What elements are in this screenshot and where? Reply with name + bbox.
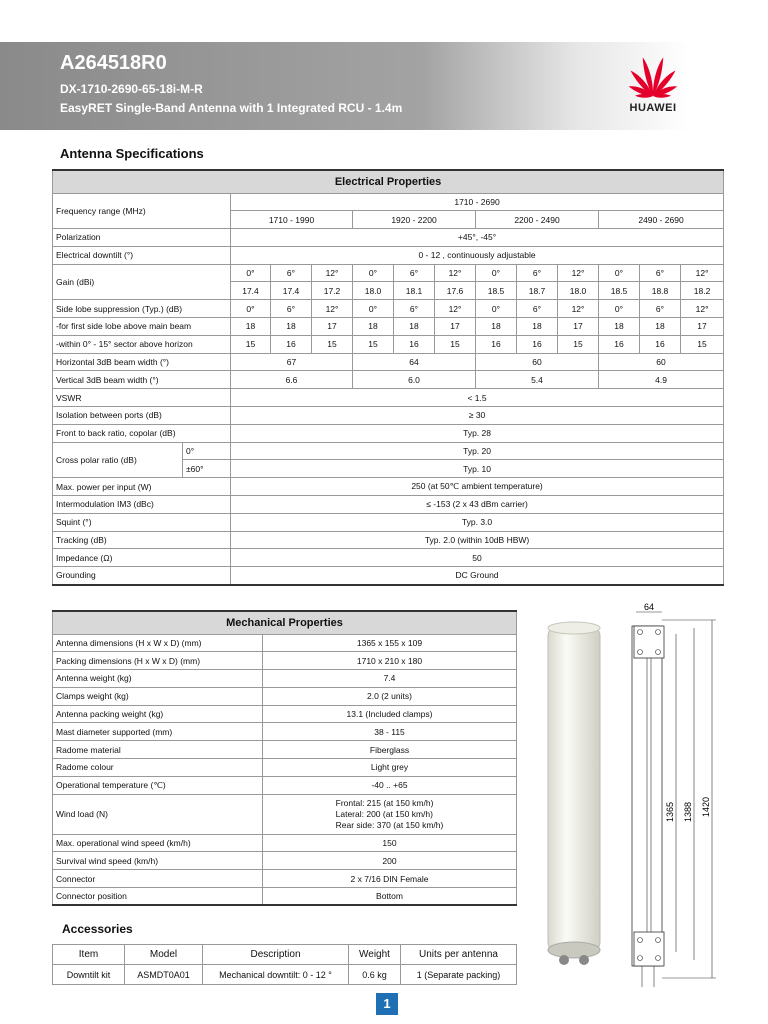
xpol-label: Cross polar ratio (dB) [53, 442, 183, 478]
wind-value [263, 794, 517, 834]
acc-header: Model [125, 945, 203, 965]
hbw-cell: 60 [599, 353, 724, 371]
mech-label: Connector position [53, 888, 263, 906]
hbw-cell: 60 [476, 353, 599, 371]
tilt-cell: 6° [394, 300, 435, 318]
sls-cell: 15 [435, 335, 476, 353]
tilt-cell: 12° [558, 264, 599, 282]
gain-cell: 17.4 [271, 282, 312, 300]
sls-cell: 15 [558, 335, 599, 353]
acc-header: Item [53, 945, 125, 965]
sls-cell: 15 [353, 335, 394, 353]
tilt-cell: 6° [271, 300, 312, 318]
tracking-value: Typ. 2.0 (within 10dB HBW) [231, 531, 724, 549]
accessories-title: Accessories [62, 922, 133, 936]
tilt-cell: 12° [435, 300, 476, 318]
sls-cell: 15 [231, 335, 271, 353]
vswr-label: VSWR [53, 389, 231, 407]
vswr-value: < 1.5 [231, 389, 724, 407]
gain-cell: 18.0 [353, 282, 394, 300]
tilt-cell: 12° [312, 264, 353, 282]
product-description: EasyRET Single-Band Antenna with 1 Integrated RCU - 1.4m [60, 101, 403, 115]
acc-cell: ASMDT0A01 [125, 965, 203, 985]
mech-value: -40 .. +65 [263, 776, 517, 794]
width-dim-label: 64 [643, 602, 655, 612]
mech-label: Clamps weight (kg) [53, 687, 263, 705]
band-3: 2200 - 2490 [476, 211, 599, 229]
tilt-cell: 0° [353, 264, 394, 282]
hbw-cell: 67 [231, 353, 353, 371]
ftb-value: Typ. 28 [231, 424, 724, 442]
mechanical-title: Mechanical Properties [53, 611, 517, 634]
dim-label-1420: 1420 [701, 796, 711, 818]
acc-header: Units per antenna [401, 945, 517, 965]
tilt-cell: 0° [476, 300, 517, 318]
sls-cell: 15 [681, 335, 724, 353]
gain-cell: 18.2 [681, 282, 724, 300]
sls-cell: 18 [353, 318, 394, 336]
dim-label-1388: 1388 [683, 801, 693, 823]
header-banner [0, 42, 768, 130]
gain-cell: 18.0 [558, 282, 599, 300]
tilt-cell: 6° [271, 264, 312, 282]
accessories-table [52, 944, 517, 985]
downtilt-label: Electrical downtilt (°) [53, 246, 231, 264]
sls-cell: 18 [271, 318, 312, 336]
mech-label: Mast diameter supported (mm) [53, 723, 263, 741]
mech-value: Fiberglass [263, 741, 517, 759]
huawei-logo [616, 50, 690, 120]
tilt-cell: 12° [558, 300, 599, 318]
sls-label: Side lobe suppression (Typ.) (dB) [53, 300, 231, 318]
product-model: A264518R0 [60, 52, 167, 74]
power-label: Max. power per input (W) [53, 478, 231, 496]
wind-values [336, 798, 444, 831]
sls-cell: 16 [476, 335, 517, 353]
dim-label-1365: 1365 [665, 801, 675, 823]
tilt-cell: 0° [599, 264, 640, 282]
gain-cell: 18.1 [394, 282, 435, 300]
mech-value: Bottom [263, 888, 517, 906]
gain-cell: 18.7 [517, 282, 558, 300]
hbw-label: Horizontal 3dB beam width (°) [53, 353, 231, 371]
mech-value: 2.0 (2 units) [263, 687, 517, 705]
sls-cell: 18 [640, 318, 681, 336]
mech-label: Radome colour [53, 759, 263, 777]
sls-cell: 17 [681, 318, 724, 336]
acc-header: Description [203, 945, 349, 965]
mech-label: Antenna weight (kg) [53, 670, 263, 688]
sls-cell: 16 [640, 335, 681, 353]
grounding-value: DC Ground [231, 567, 724, 585]
wind-lateral: Lateral: 200 (at 150 km/h) [335, 808, 433, 819]
isolation-label: Isolation between ports (dB) [53, 407, 231, 425]
band-4: 2490 - 2690 [599, 211, 724, 229]
sls-first-label: -for first side lobe above main beam [53, 318, 231, 336]
sls-cell: 17 [435, 318, 476, 336]
tilt-cell: 12° [435, 264, 476, 282]
tilt-cell: 6° [640, 264, 681, 282]
sls-sector-label: -within 0° - 15° sector above horizon [53, 335, 231, 353]
product-code: DX-1710-2690-65-18i-M-R [60, 82, 203, 96]
hbw-cell: 64 [353, 353, 476, 371]
im3-label: Intermodulation IM3 (dBc) [53, 496, 231, 514]
mech-value: 200 [263, 852, 517, 870]
vbw-cell: 4.9 [599, 371, 724, 389]
xpol-value-a: Typ. 20 [231, 442, 724, 460]
brand-wordmark: HUAWEI [629, 102, 677, 114]
vbw-cell: 6.0 [353, 371, 476, 389]
tilt-cell: 6° [640, 300, 681, 318]
antenna-illustration [536, 602, 736, 992]
gain-cell: 17.2 [312, 282, 353, 300]
specs-title: Antenna Specifications [60, 146, 204, 161]
gain-cell: 18.8 [640, 282, 681, 300]
tilt-cell: 0° [476, 264, 517, 282]
sls-cell: 15 [312, 335, 353, 353]
antenna-drawing [536, 602, 736, 992]
gain-cell: 18.5 [476, 282, 517, 300]
band-1: 1710 - 1990 [231, 211, 353, 229]
mech-label: Antenna dimensions (H x W x D) (mm) [53, 634, 263, 652]
xpol-sub-b: ±60° [183, 460, 231, 478]
tilt-cell: 12° [681, 264, 724, 282]
xpol-sub-a: 0° [183, 442, 231, 460]
electrical-title: Electrical Properties [53, 170, 724, 193]
mechanical-properties-table [52, 610, 517, 906]
sls-cell: 18 [517, 318, 558, 336]
squint-value: Typ. 3.0 [231, 513, 724, 531]
sls-cell: 18 [394, 318, 435, 336]
tilt-cell: 12° [681, 300, 724, 318]
acc-header: Weight [349, 945, 401, 965]
tilt-cell: 0° [353, 300, 394, 318]
grounding-label: Grounding [53, 567, 231, 585]
wind-frontal: Frontal: 215 (at 150 km/h) [335, 797, 434, 808]
band-2: 1920 - 2200 [353, 211, 476, 229]
mech-label: Radome material [53, 741, 263, 759]
acc-cell: 1 (Separate packing) [401, 965, 517, 985]
wind-rear: Rear side: 370 (at 150 km/h) [335, 819, 444, 830]
mech-value: Light grey [263, 759, 517, 777]
isolation-value: ≥ 30 [231, 407, 724, 425]
top-clamp [634, 626, 664, 658]
acc-cell: 0.6 kg [349, 965, 401, 985]
tilt-cell: 6° [517, 300, 558, 318]
mech-value: 2 x 7/16 DIN Female [263, 870, 517, 888]
sls-cell: 17 [558, 318, 599, 336]
mech-label: Max. operational wind speed (km/h) [53, 834, 263, 852]
mech-value: 38 - 115 [263, 723, 517, 741]
tilt-cell: 0° [231, 264, 271, 282]
mech-value: 13.1 (Included clamps) [263, 705, 517, 723]
sls-cell: 18 [476, 318, 517, 336]
tracking-label: Tracking (dB) [53, 531, 231, 549]
tilt-cell: 0° [599, 300, 640, 318]
gain-cell: 18.5 [599, 282, 640, 300]
mech-label: Connector [53, 870, 263, 888]
squint-label: Squint (°) [53, 513, 231, 531]
acc-cell: Mechanical downtilt: 0 - 12 ° [203, 965, 349, 985]
connector-icon [579, 955, 589, 965]
impedance-label: Impedance (Ω) [53, 549, 231, 567]
mech-value: 1710 x 210 x 180 [263, 652, 517, 670]
sls-cell: 18 [231, 318, 271, 336]
power-value: 250 (at 50℃ ambient temperature) [231, 478, 724, 496]
freq-label: Frequency range (MHz) [53, 193, 231, 229]
mech-label: Antenna packing weight (kg) [53, 705, 263, 723]
radome-body [548, 626, 600, 952]
mech-label: Packing dimensions (H x W x D) (mm) [53, 652, 263, 670]
im3-value: ≤ -153 (2 x 43 dBm carrier) [231, 496, 724, 514]
sls-cell: 16 [394, 335, 435, 353]
tilt-cell: 0° [231, 300, 271, 318]
mech-label: Operational temperature (℃) [53, 776, 263, 794]
mech-value: 150 [263, 834, 517, 852]
sls-cell: 17 [312, 318, 353, 336]
mech-value: 7.4 [263, 670, 517, 688]
sls-cell: 16 [271, 335, 312, 353]
mech-label: Survival wind speed (km/h) [53, 852, 263, 870]
electrical-properties-table [52, 169, 724, 586]
polarization-value: +45°, -45° [231, 229, 724, 247]
tilt-cell: 6° [517, 264, 558, 282]
acc-cell: Downtilt kit [53, 965, 125, 985]
polarization-label: Polarization [53, 229, 231, 247]
gain-label: Gain (dBi) [53, 264, 231, 300]
xpol-value-b: Typ. 10 [231, 460, 724, 478]
ftb-label: Front to back ratio, copolar (dB) [53, 424, 231, 442]
tilt-cell: 12° [312, 300, 353, 318]
mech-value: 1365 x 155 x 109 [263, 634, 517, 652]
bottom-clamp [634, 932, 664, 966]
tilt-cell: 6° [394, 264, 435, 282]
vbw-cell: 6.6 [231, 371, 353, 389]
wind-label: Wind load (N) [53, 794, 263, 834]
page-number: 1 [376, 993, 398, 1015]
sls-cell: 18 [599, 318, 640, 336]
impedance-value: 50 [231, 549, 724, 567]
downtilt-value: 0 - 12 , continuously adjustable [231, 246, 724, 264]
gain-cell: 17.6 [435, 282, 476, 300]
huawei-petals-icon [616, 50, 690, 102]
sls-cell: 16 [517, 335, 558, 353]
connector-icon [559, 955, 569, 965]
vbw-cell: 5.4 [476, 371, 599, 389]
gain-cell: 17.4 [231, 282, 271, 300]
sls-cell: 16 [599, 335, 640, 353]
freq-total: 1710 - 2690 [231, 193, 724, 211]
vbw-label: Vertical 3dB beam width (°) [53, 371, 231, 389]
